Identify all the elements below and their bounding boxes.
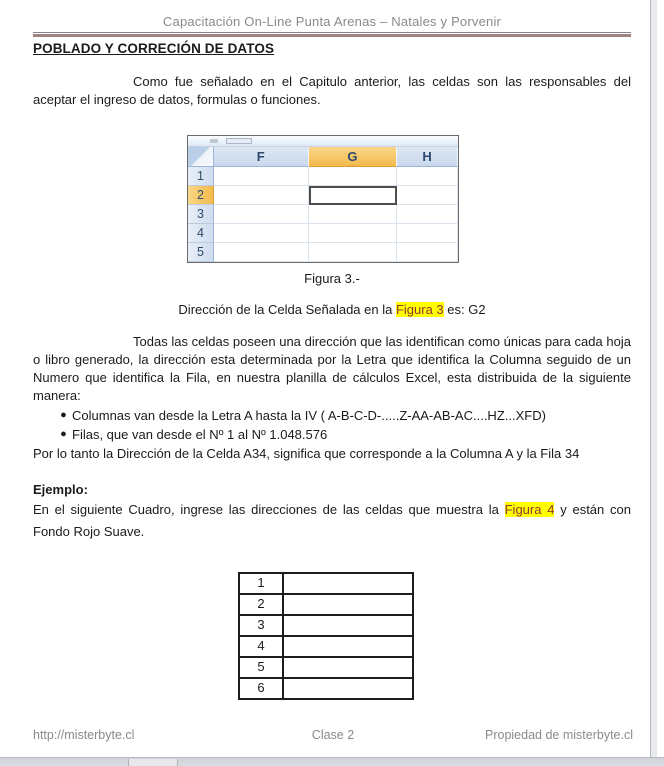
- conclusion-paragraph: Por lo tanto la Dirección de la Celda A34, significa que corresponde a la Columna A y la Fila 34: [33, 446, 580, 461]
- document-page: [33, 0, 631, 700]
- list-item: [33, 425, 631, 444]
- excel-cell-H5: [397, 243, 458, 262]
- excel-cell-F4: [214, 224, 309, 243]
- excel-cell-G2-selected: [309, 186, 398, 205]
- row-number-cell: 4: [239, 636, 283, 657]
- excel-cell-F5: [214, 243, 309, 262]
- vertical-scrollbar[interactable]: [650, 0, 657, 766]
- mini-scrollbar-icon: [226, 138, 252, 144]
- footer-ownership: Propiedad de misterbyte.cl: [485, 728, 633, 742]
- page-header-title: Capacitación On-Line Punta Arenas – Natales y Porvenir: [162, 14, 502, 29]
- row-header-5: 5: [188, 243, 214, 262]
- answer-cell: [283, 573, 413, 594]
- table-row: [239, 594, 413, 615]
- list-item: [33, 406, 631, 425]
- highlighted-reference-figura4: Figura 4: [504, 502, 555, 517]
- excel-cell-F1: [214, 167, 309, 186]
- table-row: [239, 678, 413, 699]
- column-header-G: G: [309, 147, 398, 167]
- figure4-exercise-table: [238, 572, 414, 700]
- excel-cell-F3: [214, 205, 309, 224]
- header-rule-thin-line: [33, 32, 631, 33]
- highlighted-reference-figura3: Figura 3: [395, 302, 444, 317]
- address-text-after: es: G2: [443, 302, 486, 317]
- cells-address-paragraph: Todas las celdas poseen una dirección que las identifican como únicas para cada hoja o libro generado, la dirección esta determinada por la Letra que identifica la Columna seguido de un Numero que identifica la Fila, en nuestra planilla de cálculos Excel, esta distribuida de la siguiente manera:: [33, 334, 631, 403]
- answer-cell: [283, 657, 413, 678]
- answer-cell: [283, 636, 413, 657]
- scrollbar-thumb[interactable]: [128, 759, 178, 766]
- section-heading: POBLADO Y CORRECIÓN DE DATOS: [33, 41, 275, 56]
- excel-cell-G1: [309, 167, 398, 186]
- select-all-cell: [188, 147, 214, 167]
- header-rule-thick-line: [33, 34, 631, 37]
- footer-class: Clase 2: [311, 728, 355, 742]
- excel-cell-F2: [214, 186, 309, 205]
- column-header-H: H: [397, 147, 458, 167]
- excel-cell-H2: [397, 186, 458, 205]
- excel-cell-H3: [397, 205, 458, 224]
- example-paragraph: [33, 499, 631, 543]
- answer-cell: [283, 594, 413, 615]
- row-header-4: 4: [188, 224, 214, 243]
- excel-cell-G4: [309, 224, 398, 243]
- page-footer: [33, 728, 633, 742]
- footer-url: http://misterbyte.cl: [33, 728, 135, 742]
- excel-cell-H1: [397, 167, 458, 186]
- example-text-after: y están con Fondo Rojo Suave.: [33, 502, 631, 539]
- answer-cell: [283, 615, 413, 636]
- excel-toolbar-strip: [188, 136, 458, 147]
- bullet-icon: ●: [60, 409, 67, 421]
- row-header-3: 3: [188, 205, 214, 224]
- table-row: [239, 636, 413, 657]
- header-rule: [33, 32, 631, 37]
- row-number-cell: 2: [239, 594, 283, 615]
- bullet-text-rows: Filas, que van desde el Nº 1 al Nº 1.048.576: [72, 427, 328, 442]
- cell-address-line: [33, 302, 631, 317]
- excel-figure: [187, 135, 459, 263]
- excel-cell-H4: [397, 224, 458, 243]
- split-handle-icon: [210, 139, 218, 143]
- figure3-caption: Figura 3.-: [304, 271, 360, 286]
- row-number-cell: 3: [239, 615, 283, 636]
- example-label: Ejemplo:: [33, 482, 88, 497]
- table-row: [239, 615, 413, 636]
- column-header-F: F: [214, 147, 309, 167]
- row-number-cell: 6: [239, 678, 283, 699]
- excel-cell-G5: [309, 243, 398, 262]
- address-text-before: Dirección de la Celda Señalada en la: [178, 302, 396, 317]
- example-text-before: En el siguiente Cuadro, ingrese las direcciones de las celdas que muestra la: [33, 502, 505, 517]
- bullet-icon: ●: [60, 428, 67, 440]
- row-header-2: 2: [188, 186, 214, 205]
- excel-grid: [188, 147, 458, 262]
- row-number-cell: 1: [239, 573, 283, 594]
- answer-cell: [283, 678, 413, 699]
- row-header-1: 1: [188, 167, 214, 186]
- horizontal-scrollbar[interactable]: [0, 757, 664, 766]
- excel-cell-G3: [309, 205, 398, 224]
- bullet-list: [33, 406, 631, 444]
- bullet-text-columns: Columnas van desde la Letra A hasta la IV ( A-B-C-D-.....Z-AA-AB-AC....HZ...XFD): [72, 408, 546, 423]
- row-number-cell: 5: [239, 657, 283, 678]
- table-row: [239, 657, 413, 678]
- table-row: [239, 573, 413, 594]
- intro-paragraph: Como fue señalado en el Capitulo anterior, las celdas son las responsables del aceptar el ingreso de datos, formulas o funciones.: [33, 74, 631, 107]
